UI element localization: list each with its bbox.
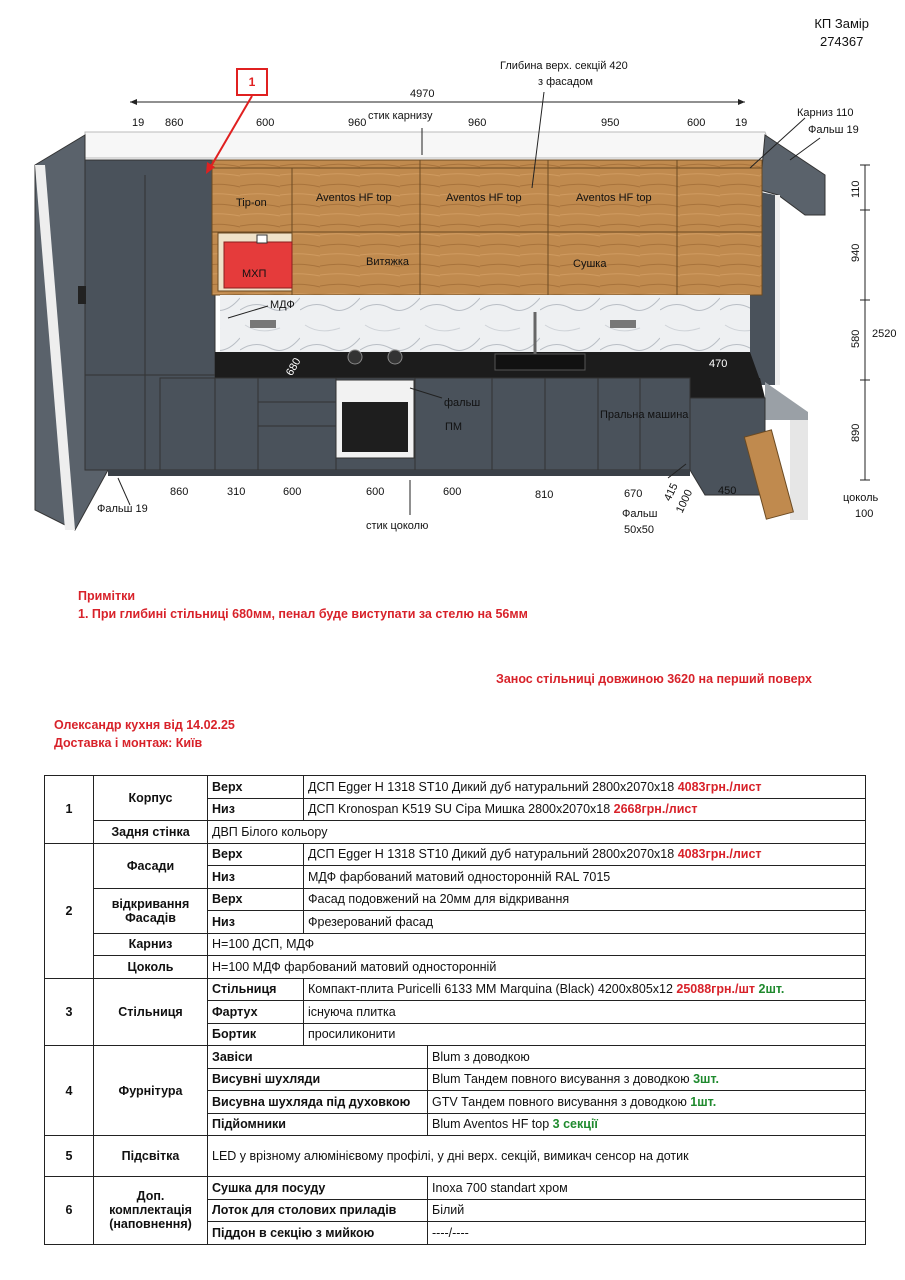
top-dim-4: 960 — [348, 117, 367, 129]
upper-label-dryer: Сушка — [573, 258, 607, 270]
upper-label-tipon: Tip-on — [236, 197, 267, 209]
depth-note-1: Глибина верх. секцій 420 — [500, 60, 628, 72]
row-value: Фасад подовжений на 20мм для відкривання — [304, 888, 866, 911]
depth-note-2: з фасадом — [538, 76, 593, 88]
kitchen-drawing — [0, 0, 905, 560]
row-value: просиликонити — [304, 1023, 866, 1046]
pm-label: ПМ — [445, 421, 463, 433]
top-dim-5: 960 — [468, 117, 487, 129]
row-number: 3 — [45, 978, 94, 1046]
price: 25088грн./шт — [676, 982, 756, 997]
angled-dim-2: 1000 — [674, 487, 696, 516]
row-category: Карниз — [94, 933, 208, 956]
top-dim-1: 19 — [132, 117, 145, 129]
row-number: 1 — [45, 776, 94, 844]
row-sub: Низ — [208, 911, 304, 934]
spec-table — [44, 775, 866, 1245]
row-category: відкривання Фасадів — [94, 888, 208, 933]
carry-note: Занос стільниці довжиною 3620 на перший поверх — [496, 672, 812, 686]
table-row — [45, 1046, 866, 1069]
doc-header-title: КП Замір — [814, 16, 869, 31]
row-category: Корпус — [94, 776, 208, 821]
return-dim: 450 — [718, 485, 737, 497]
quantity: 1шт. — [690, 1094, 717, 1109]
price: 2668грн./лист — [613, 802, 698, 817]
base-cabinets — [160, 378, 690, 470]
row-sub: Сушка для посуду — [208, 1177, 428, 1200]
bottom-dim-4: 600 — [366, 486, 385, 498]
row-value: ДВП Білого кольору — [208, 821, 866, 844]
row-sub: Висувна шухляда під духовкою — [208, 1091, 428, 1114]
table-row — [45, 821, 866, 844]
notes-title: Примітки — [78, 589, 136, 603]
row-number: 4 — [45, 1046, 94, 1136]
row-value: існуюча плитка — [304, 1001, 866, 1024]
plinth-joint-label: стик цоколю — [366, 520, 429, 532]
angled-dim-1: 415 — [662, 481, 681, 504]
quantity: 3 секції — [552, 1117, 598, 1132]
row-sub: Завіси — [208, 1046, 428, 1069]
total-height-label: 2520 — [872, 328, 897, 340]
row-sub: Стільниця — [208, 978, 304, 1001]
top-dim-2: 860 — [165, 117, 184, 129]
row-sub: Низ — [208, 798, 304, 821]
bottom-dim-2: 310 — [227, 486, 246, 498]
notes-item-1: 1. При глибині стільниці 680мм, пенал буде виступати за стелю на 56мм — [78, 607, 528, 621]
falsh-corner-label-1: Фальш — [622, 508, 658, 520]
vert-dim-2: 940 — [850, 243, 862, 262]
row-category: Фасади — [94, 843, 208, 888]
microwave-box — [224, 242, 292, 288]
bottom-dim-6: 810 — [535, 489, 554, 501]
bottom-dim-3: 600 — [283, 486, 302, 498]
falsh-label: фальш — [444, 397, 481, 409]
callout-marker: 1 — [236, 68, 268, 96]
total-width-label: 4970 — [410, 88, 435, 100]
upper-label-aventos-1: Aventos HF top — [316, 192, 392, 204]
row-value: МДФ фарбований матовий односторонній RAL 7015 — [304, 866, 866, 889]
row-value: Білий — [428, 1199, 866, 1222]
row-value: ДСП Egger H 1318 ST10 Дикий дуб натуральний 2800x2070x18 4083грн./лист — [304, 776, 866, 799]
top-dim-8: 19 — [735, 117, 748, 129]
row-number: 5 — [45, 1136, 94, 1177]
cornice-joint-label: стик карнизу — [368, 110, 433, 122]
row-number: 2 — [45, 843, 94, 978]
top-dim-7: 600 — [687, 117, 706, 129]
plinth-label-2: 100 — [855, 508, 874, 520]
row-value: Фрезерований фасад — [304, 911, 866, 934]
row-sub: Фартух — [208, 1001, 304, 1024]
row-sub: Верх — [208, 843, 304, 866]
row-sub: Піддон в секцію з мийкою — [208, 1222, 428, 1245]
table-row — [45, 776, 866, 799]
table-row — [45, 1177, 866, 1200]
row-category: Цоколь — [94, 956, 208, 979]
row-category: Фурнітура — [94, 1046, 208, 1136]
top-dim-3: 600 — [256, 117, 275, 129]
quantity: 2шт. — [755, 982, 785, 997]
row-value: Blum Тандем повного висування з доводкою 3шт. — [428, 1068, 866, 1091]
mdf-label: МДФ — [270, 299, 295, 311]
mhp-label: МХП — [242, 268, 267, 280]
washer-label: Пральна машина — [600, 409, 689, 421]
top-dim-6: 950 — [601, 117, 620, 129]
client-note: Олександр кухня від 14.02.25 — [54, 718, 235, 732]
table-row — [45, 933, 866, 956]
vert-dim-1: 110 — [850, 180, 862, 198]
row-value: GTV Тандем повного висування з доводкою 1шт. — [428, 1091, 866, 1114]
ceiling-panel — [85, 132, 770, 158]
plinth-label-1: цоколь — [843, 492, 879, 504]
row-value: LED у врізному алюмінієвому профілі, у дні верх. секцій, вимикач сенсор на дотик — [208, 1136, 866, 1177]
row-category: Задня стінка — [94, 821, 208, 844]
upper-label-aventos-2: Aventos HF top — [446, 192, 522, 204]
row-value: ДСП Egger H 1318 ST10 Дикий дуб натуральний 2800x2070x18 4083грн./лист — [304, 843, 866, 866]
row-value: ----/---- — [428, 1222, 866, 1245]
cornice-note: Карниз 110 — [797, 107, 854, 119]
quantity: 3шт. — [693, 1072, 719, 1087]
row-value: ДСП Kronospan K519 SU Сіра Мишка 2800x2070x18 2668грн./лист — [304, 798, 866, 821]
row-sub: Верх — [208, 888, 304, 911]
row-value: Blum з доводкою — [428, 1046, 866, 1069]
corner-depth-label: 470 — [709, 358, 728, 370]
bottom-dim-5: 600 — [443, 486, 462, 498]
delivery-note: Доставка і монтаж: Київ — [54, 736, 203, 750]
row-category: Підсвітка — [94, 1136, 208, 1177]
counter-depth-label: 680 — [284, 356, 304, 378]
falsh-corner-label-2: 50x50 — [624, 524, 654, 536]
row-number: 6 — [45, 1177, 94, 1245]
upper-label-hood: Витяжка — [366, 256, 410, 268]
row-sub: Низ — [208, 866, 304, 889]
table-row — [45, 843, 866, 866]
row-category: Доп. комплектація (наповнення) — [94, 1177, 208, 1245]
vert-dim-4: 890 — [850, 423, 862, 442]
row-sub: Лоток для столових приладів — [208, 1199, 428, 1222]
upper-label-aventos-3: Aventos HF top — [576, 192, 652, 204]
row-value: Компакт-плита Puricelli 6133 MM Marquina (Black) 4200x805x12 25088грн./шт 2шт. — [304, 978, 866, 1001]
upper-cabinets — [212, 160, 762, 295]
row-value: H=100 МДФ фарбований матовий односторонній — [208, 956, 866, 979]
price: 4083грн./лист — [677, 847, 762, 862]
doc-header-number: 274367 — [819, 34, 864, 49]
table-row — [45, 888, 866, 911]
row-sub: Висувні шухляди — [208, 1068, 428, 1091]
row-value: H=100 ДСП, МДФ — [208, 933, 866, 956]
bottom-dim-1: 860 — [170, 486, 189, 498]
row-category: Стільниця — [94, 978, 208, 1046]
row-sub: Бортик — [208, 1023, 304, 1046]
falsh-left-label: Фальш 19 — [97, 503, 148, 515]
falsh-note: Фальш 19 — [808, 124, 859, 136]
row-value: Blum Aventos HF top 3 секції — [428, 1113, 866, 1136]
table-row — [45, 978, 866, 1001]
table-row — [45, 956, 866, 979]
table-row — [45, 1136, 866, 1177]
row-sub: Підйомники — [208, 1113, 428, 1136]
row-sub: Верх — [208, 776, 304, 799]
vert-dim-3: 580 — [850, 329, 862, 348]
price: 4083грн./лист — [677, 779, 762, 794]
backsplash — [220, 295, 750, 355]
row-value: Inoxa 700 standart хром — [428, 1177, 866, 1200]
bottom-dim-7: 670 — [624, 488, 643, 500]
